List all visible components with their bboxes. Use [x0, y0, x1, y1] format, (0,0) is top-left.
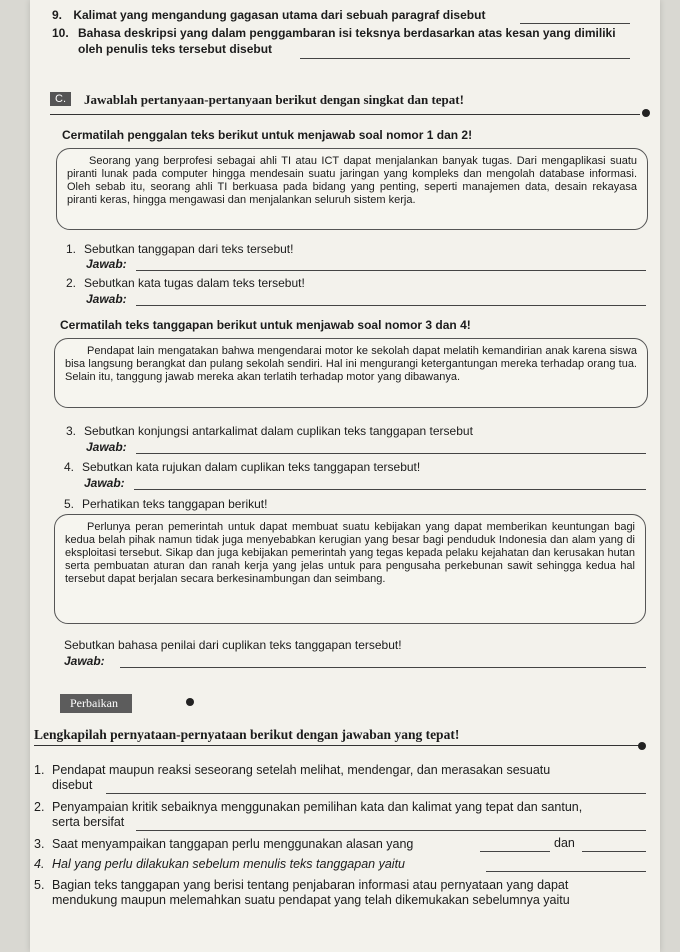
question-10-continuation: oleh penulis teks tersebut disebut: [78, 42, 273, 56]
answer-label: Jawab:: [64, 654, 105, 668]
question-1: 1. Sebutkan tanggapan dari teks tersebut!: [66, 242, 294, 256]
instruction-1: Cermatilah penggalan teks berikut untuk menjawab soal nomor 1 dan 2!: [62, 128, 473, 142]
perbaikan-title: Lengkapilah pernyataan-pernyataan berikut dengan jawaban yang tepat!: [34, 727, 460, 742]
passage-1: Seorang yang berprofesi sebagai ahli TI atau ICT dapat menjalankan banyak tugas. Dari mengaplikasi suatu piranti lunak pada computer hingga mendesain suatu jaringan yang kompleks dan mengolah database informasi. Oleh sebab itu, seorang ahli TI berkuasa pada bidang yang penting, seperti manajemen data, desain rekayasa piranti keras, hingga mengawasi dan menjalankan seluruh sistem kerja.: [56, 148, 648, 230]
perbaikan-bar: [34, 745, 640, 746]
perbaikan-item-1: 1. Pendapat maupun reaksi seseorang setelah melihat, mendengar, dan merasakan sesuatu: [34, 763, 551, 777]
perbaikan-item-4: 4. Hal yang perlu dilakukan sebelum menulis teks tanggapan yaitu: [34, 857, 405, 871]
perbaikan-item-3-mid: dan: [554, 836, 575, 850]
answer-line[interactable]: [582, 841, 646, 852]
answer-line[interactable]: [136, 260, 646, 271]
badge-dot: [186, 698, 194, 706]
answer-line[interactable]: [134, 479, 646, 490]
perbaikan-item-2-continuation: serta bersifat: [52, 815, 125, 829]
answer-line[interactable]: [106, 783, 646, 794]
worksheet-page: [30, 0, 660, 952]
answer-line[interactable]: [300, 48, 630, 59]
answer-label: Jawab:: [86, 257, 127, 271]
section-title: Jawablah pertanyaan-pertanyaan berikut dengan singkat dan tepat!: [84, 92, 464, 107]
question-5-followup: Sebutkan bahasa penilai dari cuplikan teks tanggapan tersebut!: [64, 638, 402, 652]
perbaikan-item-1-continuation: disebut: [52, 778, 93, 792]
perbaikan-item-5: 5. Bagian teks tanggapan yang berisi tentang penjabaran informasi atau pernyataan yang dapat: [34, 878, 569, 892]
answer-line[interactable]: [136, 295, 646, 306]
answer-line[interactable]: [136, 820, 646, 831]
perbaikan-item-2: 2. Penyampaian kritik sebaiknya menggunakan pemilihan kata dan kalimat yang tepat dan santun,: [34, 800, 583, 814]
question-5: 5. Perhatikan teks tanggapan berikut!: [64, 497, 268, 511]
question-3: 3. Sebutkan konjungsi antarkalimat dalam cuplikan teks tanggapan tersebut: [66, 424, 473, 438]
answer-line[interactable]: [486, 861, 646, 872]
bar-end-dot: [638, 742, 646, 750]
question-4: 4. Sebutkan kata rujukan dalam cuplikan teks tanggapan tersebut!: [64, 460, 421, 474]
answer-line[interactable]: [120, 657, 646, 668]
passage-2: Pendapat lain mengatakan bahwa mengendarai motor ke sekolah dapat melatih kemandirian anak karena siswa bisa langsung berangkat dan pulang sekolah sendiri. Hal ini mengurangi ketergantungan mereka terhadap orang tua. Selain itu, tanggung jawab mereka akan terlatih terhadap motor yang dibawanya.: [54, 338, 648, 408]
question-9: 9. Kalimat yang mengandung gagasan utama dari sebuah paragraf disebut: [52, 8, 486, 22]
answer-label: Jawab:: [86, 292, 127, 306]
perbaikan-item-3: 3. Saat menyampaikan tanggapan perlu menggunakan alasan yang: [34, 837, 414, 851]
answer-line[interactable]: [520, 13, 630, 24]
bar-end-dot: [642, 109, 650, 117]
perbaikan-badge: Perbaikan: [60, 694, 132, 713]
question-2: 2. Sebutkan kata tugas dalam teks tersebut!: [66, 276, 305, 290]
answer-line[interactable]: [480, 841, 550, 852]
instruction-2: Cermatilah teks tanggapan berikut untuk menjawab soal nomor 3 dan 4!: [60, 318, 471, 332]
passage-3: Perlunya peran pemerintah untuk dapat membuat suatu kebijakan yang dapat memberikan keuntungan bagi kedua belah pihak namun tidak juga menyebabkan kerugian yang besar bagi penduduk Indonesia dan alam yang di eksploitasi tersebut. Sikap dan juga kebijakan pemerintah yang tegas kepada pelaku kejahatan dan kerusakan hutan serta pembuatan aturan dan ranah kerja yang jelas untuk para pengusaha perkebunan sawit sehingga kedua hal tersebut dapat berjalan secara berkesinambungan dan seimbang.: [54, 514, 646, 624]
section-badge: C.: [50, 92, 71, 106]
question-10: 10. Bahasa deskripsi yang dalam penggambaran isi teksnya berdasarkan atas kesan yang dimiliki: [52, 26, 616, 40]
section-c-header: [50, 92, 640, 115]
answer-label: Jawab:: [84, 476, 125, 490]
answer-label: Jawab:: [86, 440, 127, 454]
answer-line[interactable]: [136, 443, 646, 454]
perbaikan-item-5-continuation: mendukung maupun melemahkan suatu pendapat yang telah dikemukakan sebelumnya yaitu: [52, 893, 570, 907]
